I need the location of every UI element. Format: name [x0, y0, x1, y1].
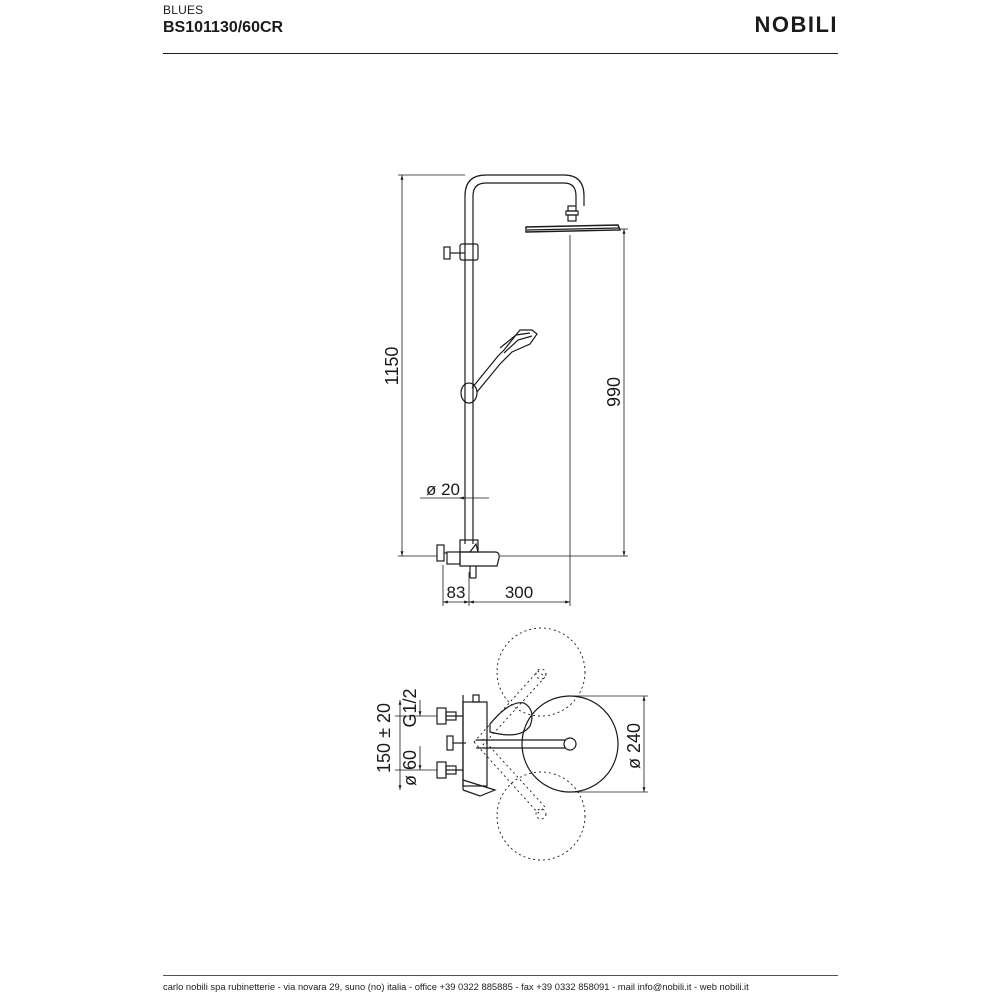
label-head-diameter: ø 240 — [624, 722, 644, 770]
label-height-total: 1150 — [382, 346, 402, 386]
brand-logo: NOBILI — [754, 12, 838, 37]
label-thread: G1/2 — [400, 688, 420, 728]
label-bar-diameter: ø 20 — [426, 480, 461, 499]
head-swing-positions — [474, 628, 585, 860]
head-plan — [476, 696, 618, 792]
dim-horizontal — [443, 235, 570, 606]
elevation-view — [398, 175, 628, 606]
label-centres: 150 ± 20 — [374, 703, 394, 773]
label-offset-left: 83 — [446, 583, 466, 602]
company-footer: carlo nobili spa rubinetterie - via novara 29, suno (no) italia - office +39 0322 885885 - fax +39 0332 858091 - mail info@nobili.it - web nobili.it — [163, 981, 749, 992]
connectors-plan — [437, 708, 466, 778]
label-height-head: 990 — [604, 376, 624, 408]
shower-arm — [465, 175, 584, 221]
mixer-body — [437, 540, 499, 578]
label-cover-diameter: ø 60 — [400, 749, 420, 787]
product-series: BLUES — [163, 3, 204, 17]
riser-bar — [465, 196, 473, 544]
footer-divider — [163, 975, 838, 976]
plan-view — [395, 628, 648, 860]
head-shower — [526, 225, 620, 232]
mixer-plan — [463, 695, 495, 796]
product-code: BS101130/60CR — [163, 19, 284, 36]
label-offset-right: 300 — [504, 583, 534, 602]
